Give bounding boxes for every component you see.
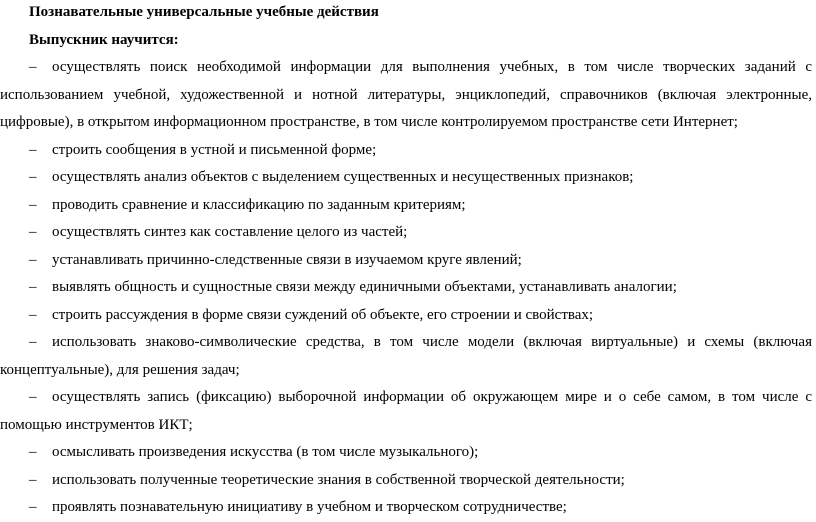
list-item-text: осуществлять поиск необходимой информации для выполнения учебных, в том числе творческих заданий с использованием учебной, художественной и нотной литературы, энциклопедий, справочников (включая электронные, цифровые), в открытом информационном пространстве, в том числе контролируемом пространстве сети Интернет; xyxy=(0,59,812,130)
list-item-text: строить сообщения в устной и письменной форме; xyxy=(52,141,377,158)
dash-marker: – xyxy=(29,169,37,185)
dash-marker: – xyxy=(29,224,37,240)
dash-marker: – xyxy=(29,196,37,213)
dash-marker: – xyxy=(29,444,37,460)
list-item-text: осуществлять анализ объектов с выделением существенных и несущественных признаков; xyxy=(52,169,634,185)
list-item-text: устанавливать причинно-следственные связи в изучаемом круге явлений; xyxy=(52,251,522,268)
list-item xyxy=(0,164,814,192)
section-title: Познавательные универсальные учебные действия xyxy=(29,4,379,20)
list-item-text: осмысливать произведения искусства (в том числе музыкального); xyxy=(52,444,479,460)
list-item-text: проводить сравнение и классификацию по заданным критериям; xyxy=(52,196,466,213)
list-item xyxy=(0,54,814,137)
list-item xyxy=(0,274,814,302)
dash-marker: – xyxy=(29,471,37,488)
list-item xyxy=(0,247,814,275)
list-item xyxy=(0,329,814,384)
dash-marker: – xyxy=(29,389,37,405)
list-item-text: осуществлять запись (фиксацию) выборочной информации об окружающем мире и о себе самом, в том числе с помощью инструментов ИКТ; xyxy=(0,389,812,433)
list-item-text: использовать знаково-символические средства, в том числе модели (включая виртуальные) и схемы (включая концептуальные), для решения задач; xyxy=(0,334,812,378)
list-item-text: осуществлять синтез как составление целого из частей; xyxy=(52,224,408,240)
list-item xyxy=(0,302,814,330)
dash-marker: – xyxy=(29,141,37,158)
list-item xyxy=(0,192,814,220)
list-item-text: выявлять общность и сущностные связи между единичными объектами, устанавливать аналогии; xyxy=(52,279,677,295)
list-item-text: использовать полученные теоретические знания в собственной творческой деятельности; xyxy=(52,471,625,488)
dash-marker: – xyxy=(29,306,37,323)
dash-marker: – xyxy=(29,499,37,515)
dash-marker: – xyxy=(29,59,37,75)
list-item xyxy=(0,137,814,165)
list-item-text: проявлять познавательную инициативу в учебном и творческом сотрудничестве; xyxy=(52,499,567,515)
list-item xyxy=(0,384,814,439)
list-item xyxy=(0,494,814,522)
dash-marker: – xyxy=(29,334,37,350)
dash-marker: – xyxy=(29,251,37,268)
list-item xyxy=(0,439,814,467)
list-item-text: строить рассуждения в форме связи суждений об объекте, его строении и свойствах; xyxy=(52,306,594,323)
dash-marker: – xyxy=(29,279,37,295)
list-item xyxy=(0,219,814,247)
section-subtitle: Выпускник научится: xyxy=(29,31,179,48)
list-item xyxy=(0,467,814,495)
